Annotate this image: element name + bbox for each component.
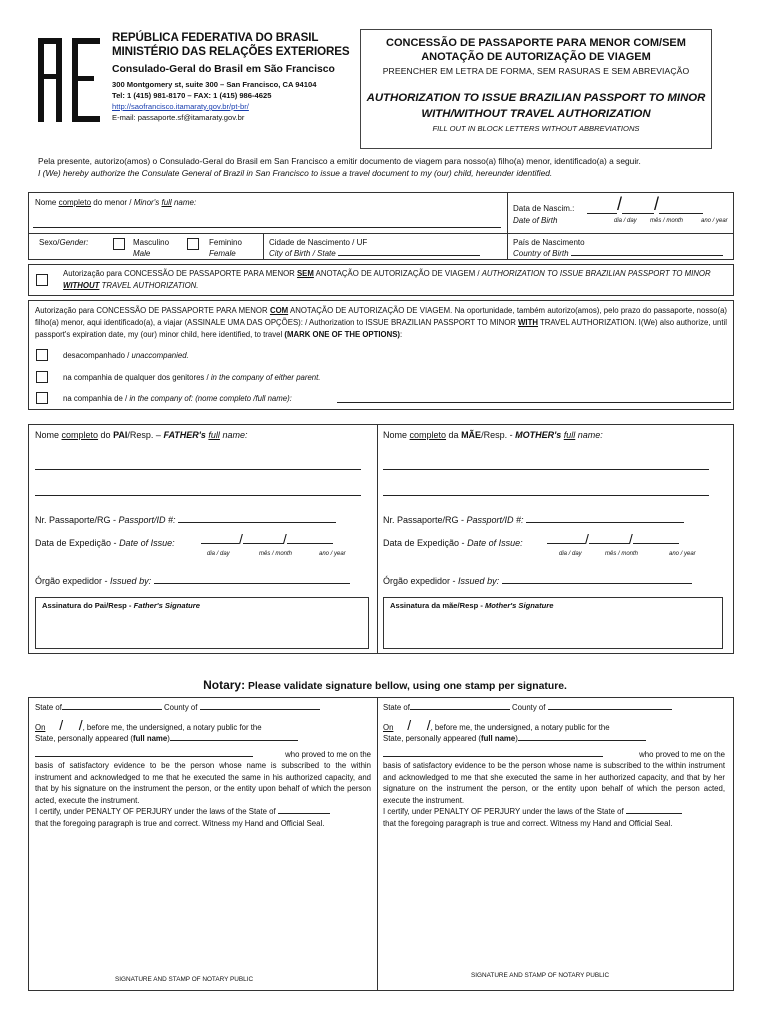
father-issue-label: Data de Expedição - Date of Issue: — [35, 538, 175, 548]
unaccompanied-label: desacompanhado / unaccompanied. — [63, 351, 189, 360]
father-signature-box[interactable] — [35, 597, 369, 649]
dob-label-en: Date of Birth — [513, 216, 558, 225]
father-year-hint: ano / year — [319, 551, 346, 557]
sex-label: Sexo/Gender: — [39, 238, 89, 247]
notary-section — [28, 697, 734, 991]
city-label: Cidade de Nascimento / UF City of Birth / State — [269, 237, 480, 259]
notary-right-date-field[interactable]: / / — [395, 716, 431, 733]
consulate-phone: Tel: 1 (415) 981-8170 – FAX: 1 (415) 986-4625 — [112, 91, 272, 100]
mother-issue-date-field[interactable]: / / — [547, 531, 679, 547]
father-name-label: Nome completo do PAI/Resp. – FATHER's full name: — [35, 430, 248, 440]
either-parent-label: na companhia de qualquer dos genitores / in the company of either parent. — [63, 373, 321, 382]
org-line2: MINISTÉRIO DAS RELAÇÕES EXTERIORES — [112, 45, 350, 58]
org-header — [112, 31, 357, 123]
father-signature-label: Assinatura do Pai/Resp - Father's Signature — [42, 601, 200, 610]
father-passport-label: Nr. Passaporte/RG - Passport/ID #: — [35, 514, 336, 526]
dob-month-hint: mês / month — [650, 218, 684, 224]
notary-right: State of County of On / /, before me, the undersigned, a notary public for the State, personally appeared (full name) who proved to me on the basis of satisfactory evidence to be the person whose name is subscribed to the within instrument and acknowledged to me that she executed the same in her authorized capacity, and that by her signature on the instrument the person, or the entity upon behalf of which the person acted, execute the instrument. I certify, under PENALTY OF PERJURY under the laws of the State of that the foregoing paragraph is true and correct. Witness my Hand and Official Seal. — [383, 703, 725, 828]
minor-section — [28, 192, 734, 260]
mother-signature-label: Assinatura da mãe/Resp - Mother's Signature — [390, 601, 554, 610]
father-name-field-2[interactable] — [35, 495, 361, 496]
either-parent-checkbox[interactable] — [36, 371, 48, 383]
with-authorization-text: Autorização para CONCESSÃO DE PASSAPORTE PARA MENOR COM ANOTAÇÃO DE AUTORIZAÇÃO DE VIAGEM. Na oportunidade, também autorizo(amos), pelo prazo do passaporte, nosso(a) filho(a) menor, aqui identificado(a), a viajar (ASSINALE UMA DAS OPÇÕES): / Authorization to ISSUE BRAZILIAN PASSPORT TO MINOR WITH TRAVEL AUTHORIZATION. I(We) also authorize, until passport's expiration date, my (our) minor child, here identified, to travel (MARK ONE OF THE OPTIONS): — [35, 306, 727, 339]
mother-issue-label: Data de Expedição - Date of Issue: — [383, 538, 523, 548]
notary-heading: Notary: Please validate signature bellow, using one stamp per signature. — [203, 678, 567, 692]
male-checkbox[interactable] — [113, 238, 125, 250]
en-title: AUTHORIZATION TO ISSUE BRAZILIAN PASSPORT TO MINOR WITH/WITHOUT TRAVEL AUTHORIZATION — [366, 92, 706, 120]
notary-left-date-field[interactable]: / / — [47, 716, 83, 733]
consulate-email: E-mail: passaporte.sf@itamaraty.gov.br — [112, 113, 245, 122]
without-authorization-checkbox[interactable] — [36, 274, 48, 286]
female-label: Feminino Female — [209, 238, 242, 258]
consulate-website-link[interactable]: http://saofrancisco.itamaraty.gov.br/pt-br/ — [112, 102, 249, 111]
father-issue-date-field[interactable]: / / — [201, 531, 333, 547]
option-with-section — [28, 300, 734, 410]
mother-month-hint: mês / month — [605, 551, 639, 557]
country-label: País de Nascimento Country of Birth — [513, 237, 723, 259]
notary-right-signature-label: SIGNATURE AND STAMP OF NOTARY PUBLIC — [471, 972, 610, 979]
consulate-logo — [36, 30, 104, 124]
option-without-section — [28, 264, 734, 296]
intro-pt: Pela presente, autorizo(amos) o Consulado-Geral do Brasil em San Francisco a emitir documento de viagem para nosso(a) filho(a) menor, identificado(a) a seguir. — [38, 156, 641, 166]
mother-issued-label: Órgão expedidor - Issued by: — [383, 575, 692, 587]
without-authorization-label: Autorização para CONCESSÃO DE PASSAPORTE PARA MENOR SEM ANOTAÇÃO DE AUTORIZAÇÃO DE VIAGEM / AUTHORIZATION TO ISSUE BRAZILIAN PASSPORT TO MINOR WITHOUT TRAVEL AUTHORIZATION. — [63, 269, 711, 290]
minor-name-field[interactable] — [33, 227, 501, 228]
pt-title: CONCESSÃO DE PASSAPORTE PARA MENOR COM/SEM ANOTAÇÃO DE AUTORIZAÇÃO DE VIAGEM — [386, 37, 686, 63]
company-of-label: na companhia de / in the company of: (nome completo /full name): — [63, 394, 292, 403]
dob-year-hint: ano / year — [701, 218, 728, 224]
unaccompanied-checkbox[interactable] — [36, 349, 48, 361]
company-of-checkbox[interactable] — [36, 392, 48, 404]
mother-name-field-2[interactable] — [383, 495, 709, 496]
mother-name-label: Nome completo da MÃE/Resp. - MOTHER's full name: — [383, 430, 603, 440]
consulate-name: Consulado-Geral do Brasil em São Francisco — [112, 64, 335, 75]
intro-en: I (We) hereby authorize the Consulate General of Brazil in San Francisco to issue a travel document to my (our) child, hereunder identified. — [38, 168, 553, 178]
notary-left-signature-label: SIGNATURE AND STAMP OF NOTARY PUBLIC — [115, 976, 254, 983]
company-of-name-field[interactable] — [337, 402, 731, 403]
org-line1: REPÚBLICA FEDERATIVA DO BRASIL — [112, 31, 319, 44]
intro-text — [38, 155, 738, 179]
mother-day-hint: dia / day — [559, 551, 582, 557]
female-checkbox[interactable] — [187, 238, 199, 250]
mother-signature-box[interactable] — [383, 597, 723, 649]
dob-label: Data de Nascim.: — [513, 204, 575, 213]
dob-field[interactable]: / / — [587, 195, 703, 214]
title-box — [360, 29, 712, 149]
parents-section — [28, 424, 734, 654]
male-label: Masculino Male — [133, 238, 170, 258]
mother-passport-label: Nr. Passaporte/RG - Passport/ID #: — [383, 514, 684, 526]
notary-left: State of County of On / /, before me, the undersigned, a notary public for the State, personally appeared (full name) who proved to me on the basis of satisfactory evidence to be the person whose name is subscribed to the within instrument and acknowledged to me that he executed the same in his authorized capacity, and that by his signature on the instrument the person, or the entity upon behalf of which the person acted, execute the instrument. I certify, under PENALTY OF PERJURY under the laws of the State of that the foregoing paragraph is true and correct. Witness my Hand and Official Seal. — [35, 703, 371, 828]
father-issued-label: Órgão expedidor - Issued by: — [35, 575, 350, 587]
father-month-hint: mês / month — [259, 551, 293, 557]
mother-name-field-1[interactable] — [383, 469, 709, 470]
minor-name-label: Nome completo do menor / Minor's full name: — [35, 198, 197, 207]
father-name-field-1[interactable] — [35, 469, 361, 470]
logo-text: AE — [69, 90, 71, 91]
father-day-hint: dia / day — [207, 551, 230, 557]
mother-year-hint: ano / year — [669, 551, 696, 557]
consulate-address: 300 Montgomery st, suite 300 – San Francisco, CA 94104 — [112, 80, 317, 89]
pt-subtitle: PREENCHER EM LETRA DE FORMA, SEM RASURAS E SEM ABREVIAÇÃO — [382, 66, 690, 76]
en-subtitle: FILL OUT IN BLOCK LETTERS WITHOUT ABBREVIATIONS — [432, 124, 640, 133]
dob-day-hint: dia / day — [614, 218, 637, 224]
